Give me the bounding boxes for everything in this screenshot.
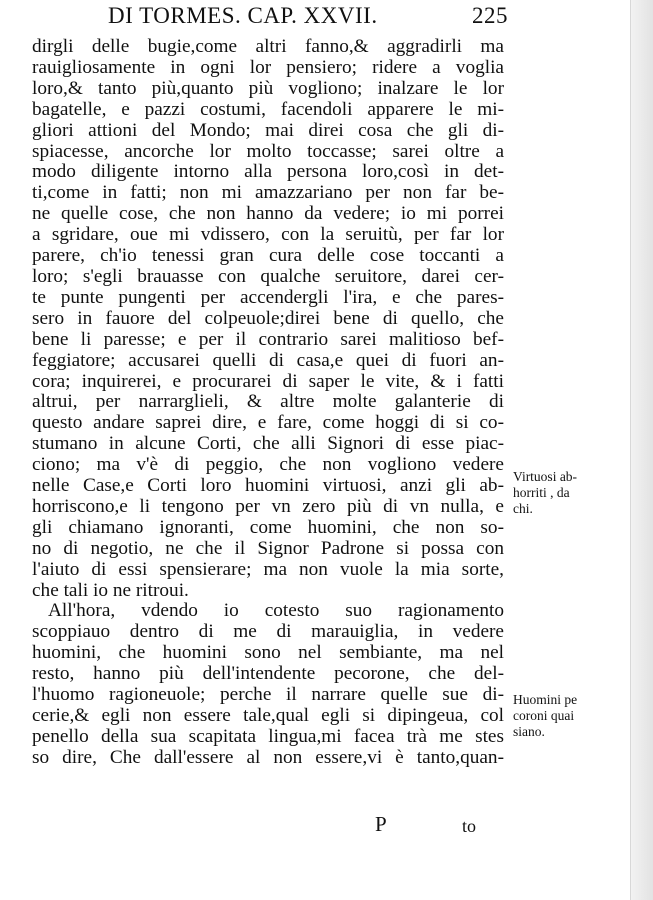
text-line: loro,& tanto più,quanto più vogliono; inalzare le lor	[32, 77, 504, 99]
text-line: bene li paresse; e per il contrario sarei malitioso bef-	[32, 328, 504, 350]
page-footer	[32, 812, 504, 842]
text-line: stumano in alcune Corti, che alli Signori di esse piac-	[32, 433, 504, 455]
margin-note-line: chi.	[513, 501, 533, 516]
text-line: l'aiuto di essi spensierare; ma non vuole la mia sorte,	[32, 558, 504, 580]
page-edge-shadow	[630, 0, 653, 900]
page-number: 225	[472, 3, 508, 28]
text-line: questo andare saprei dire, e fare, come hoggi di si co-	[32, 412, 504, 434]
text-line: rauigliosamente in ogni lor pensiero; ridere a voglia	[32, 56, 504, 78]
text-line: resto, hanno più dell'intendente pecorone, che del-	[32, 663, 504, 685]
page-header	[108, 1, 508, 35]
paragraph-start-line: All'hora, vdendo io cotesto suo ragionamento	[48, 600, 504, 622]
text-line: nelle Case,e Corti loro huomini virtuosi, anzi gli ab-	[32, 475, 504, 497]
text-line: cerie,& egli non essere tale,qual egli si dipingeua, col	[32, 705, 504, 726]
margin-note-huomini	[513, 692, 625, 740]
text-line: cora; inquirerei, e procurarei di saper le vite, & i fatti	[32, 370, 504, 392]
text-line: feggiatore; accusarei quelli di casa,e quei di fuori an-	[32, 349, 504, 371]
margin-note-line: Huomini pe	[513, 692, 578, 707]
paragraph-end-line: che tali io ne ritroui.	[32, 579, 189, 601]
text-line: altrui, per narrarglieli, & altre molte galanterie di	[32, 391, 504, 413]
margin-note-line: siano.	[513, 724, 545, 739]
margin-note-line: horriti , da	[513, 485, 570, 500]
signature-mark: P	[375, 812, 387, 836]
text-line: te punte pungenti per accendergli l'ira, e che pares-	[32, 286, 504, 308]
catchword: to	[462, 816, 477, 836]
text-line: so dire, Che dall'essere al non essere,vi è tanto,quan-	[32, 746, 504, 768]
text-line: parere, ch'io tenessi gran cura delle cose toccanti a	[32, 245, 504, 267]
text-line: penello della sua scapitata lingua,mi facea trà me stes	[32, 725, 504, 747]
text-line: l'huomo ragioneuole; perche il narrare quelle sue di-	[32, 684, 504, 706]
text-line: horriscono,e li tengono per vn zero più di vn nulla, e	[32, 495, 504, 517]
text-line: loro; s'egli brauasse con qualche seruitore, darei cer-	[32, 265, 504, 287]
margin-note-line: Virtuosi ab-	[513, 469, 578, 484]
text-line: ciono; ma v'è di peggio, che non vogliono vedere	[32, 454, 504, 476]
margin-note-line: coroni quai	[513, 708, 575, 723]
body-text	[32, 37, 504, 769]
text-line: scoppiauo dentro di me di marauiglia, in vedere	[32, 621, 504, 643]
text-line: ne quelle cose, che non hanno da vedere; io mi porrei	[32, 203, 504, 225]
text-line: bagatelle, e pazzi costumi, facendoli apparere le mi-	[32, 98, 504, 120]
text-line: sero in fauore del colpeuole;direi bene di quello, che	[32, 307, 504, 329]
text-line: modo diligente intorno alla persona loro,così in det-	[32, 161, 504, 183]
text-line: gli chiamano ignoranti, come huomini, che non so-	[32, 516, 504, 538]
text-line: a sgridare, oue mi vdissero, con la seruitù, per far lor	[32, 224, 504, 246]
text-line: gliori attioni del Mondo; mai direi cosa che gli di-	[32, 119, 504, 141]
text-line: no di negotio, ne che il Signor Padrone si possa con	[32, 537, 504, 559]
text-line: spiacesse, ancorche lor molto toccasse; sarei oltre a	[32, 140, 504, 162]
text-line: dirgli delle bugie,come altri fanno,& aggradirli ma	[32, 36, 504, 57]
text-line: huomini, che huomini sono nel sembiante, ma nel	[32, 642, 504, 664]
text-line: ti,come in fatti; non mi amazzariano per non far be-	[32, 182, 504, 204]
margin-note-virtuosi	[513, 469, 625, 517]
running-title: DI TORMES. CAP. XXVII.	[108, 3, 378, 28]
